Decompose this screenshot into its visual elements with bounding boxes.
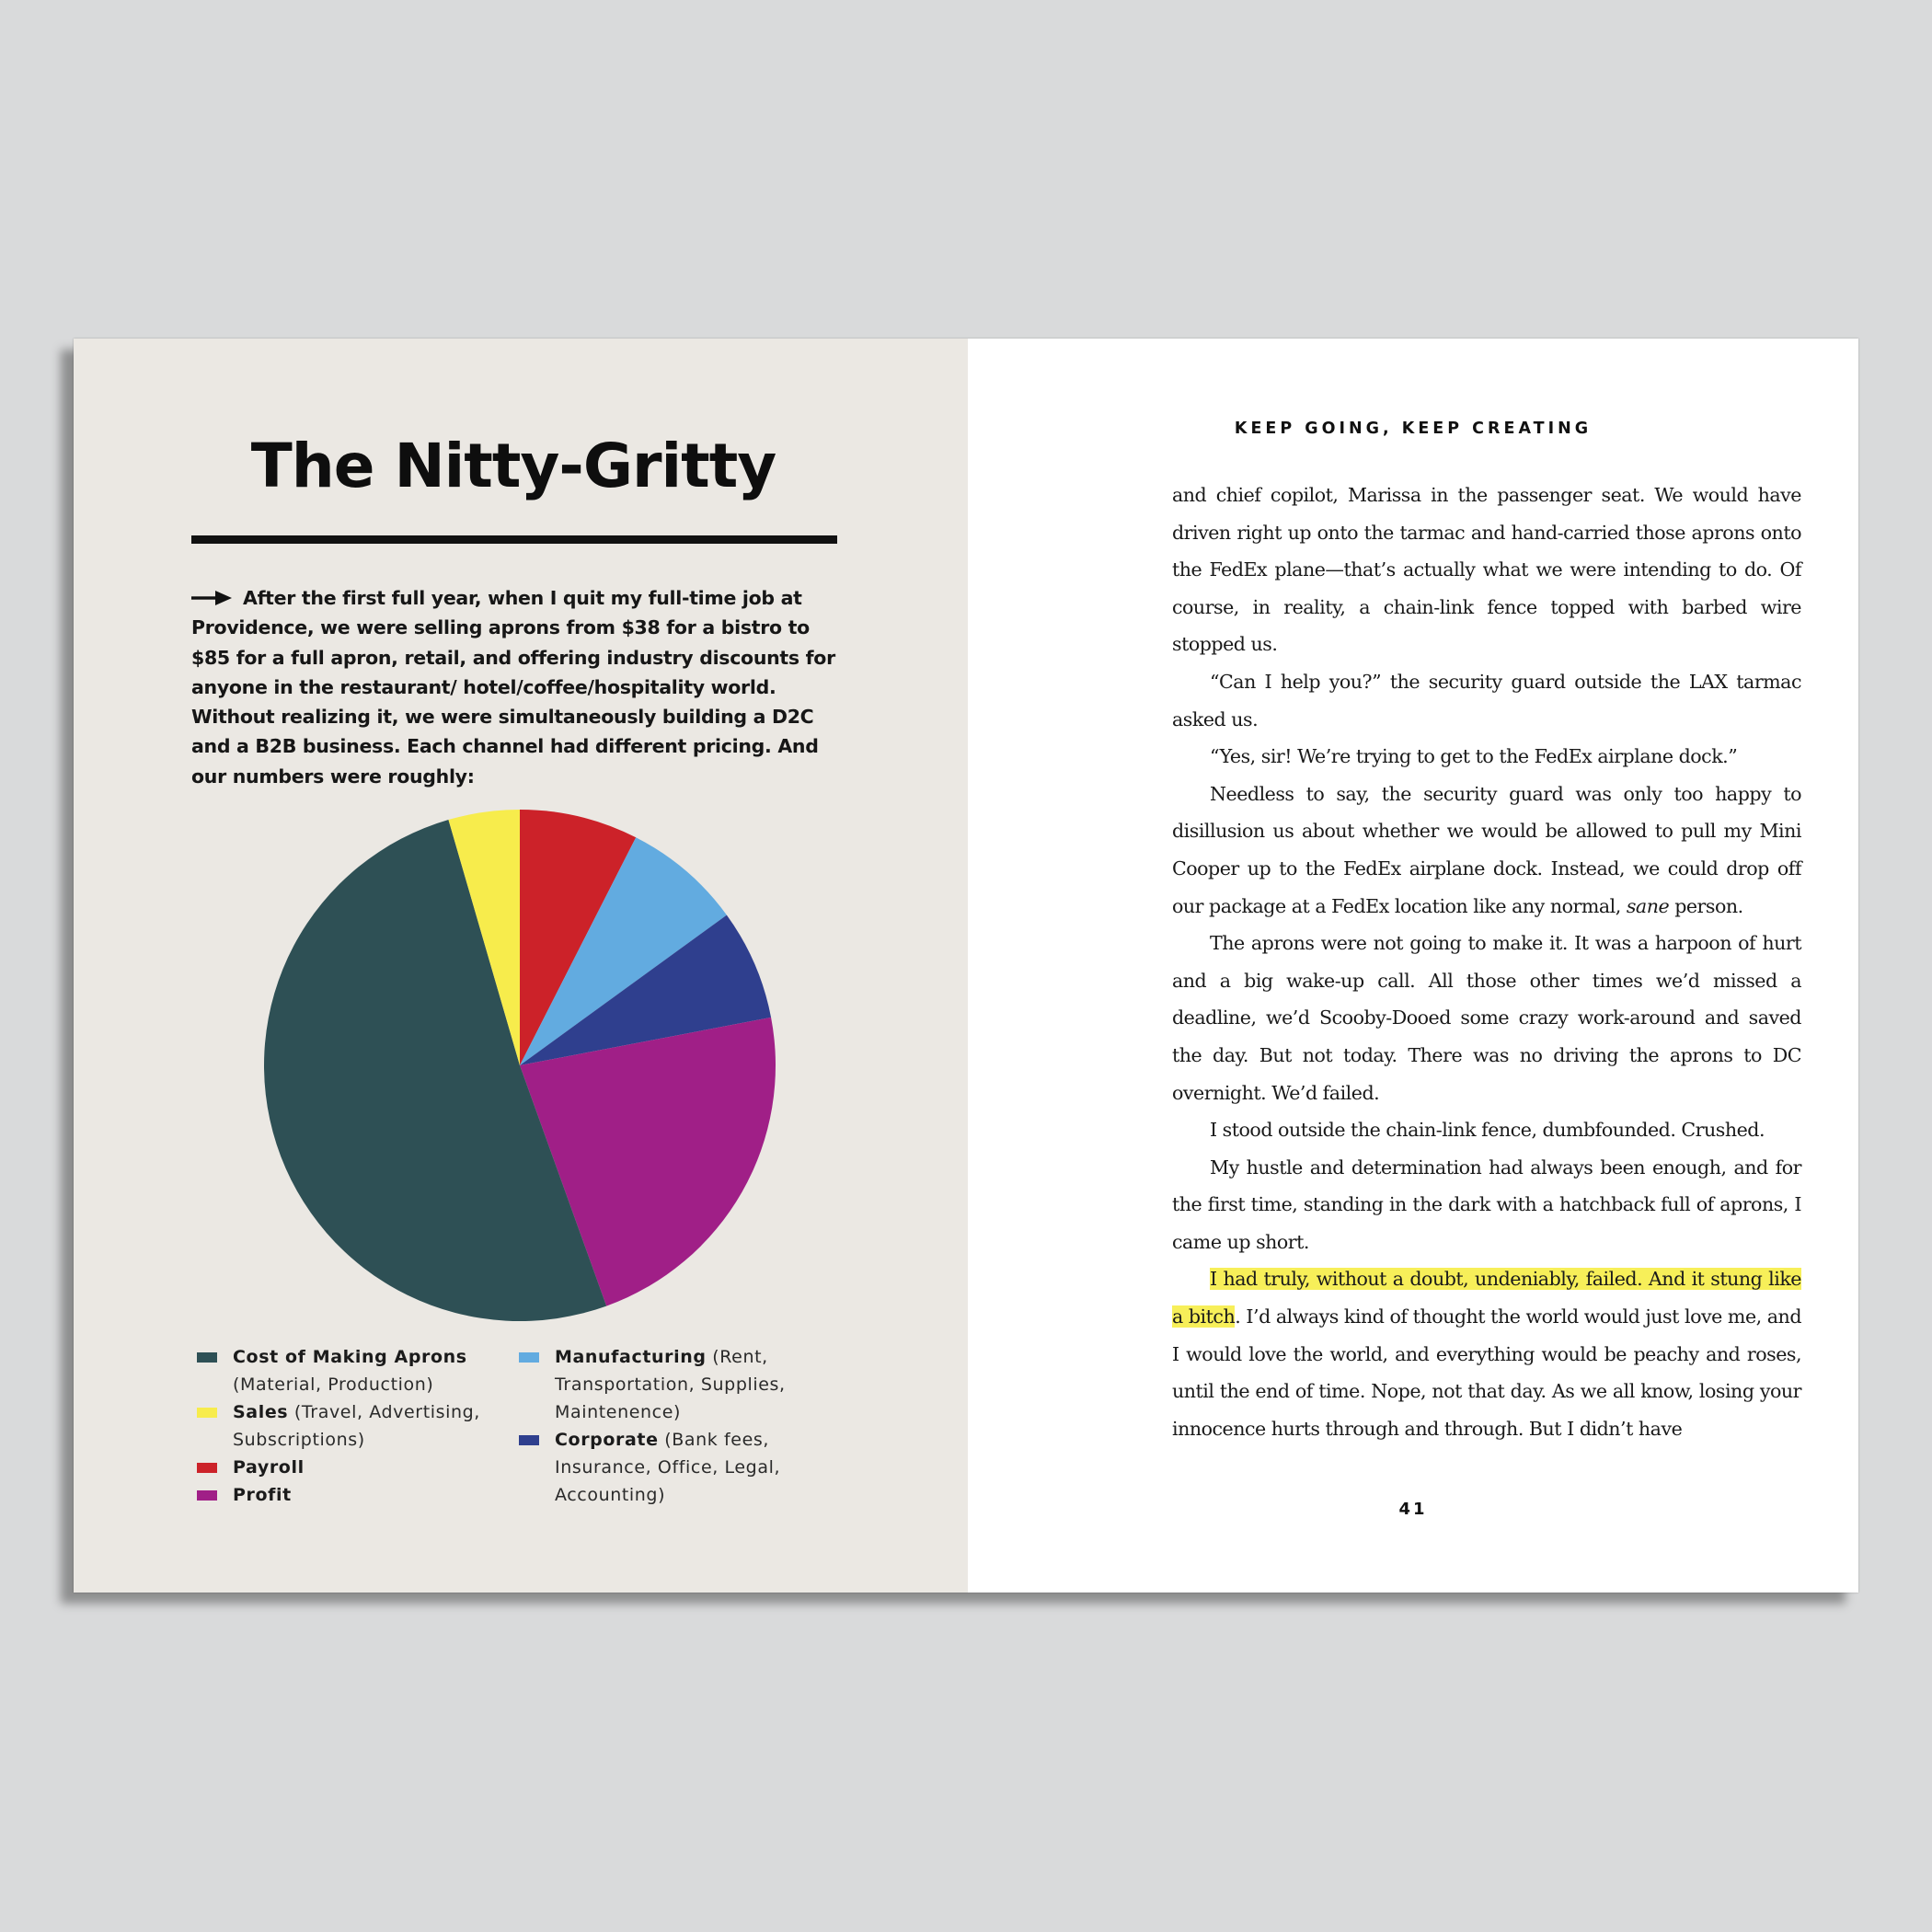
legend-detail-sales: (Travel, Advertising, Subscriptions) <box>233 1402 480 1450</box>
paragraph-6: I stood outside the chain-link fence, dumbfounded. Crushed. <box>1210 1119 1765 1142</box>
paragraph-4-text: Needless to say, the security guard was only too happy to disillusion us about whether we would be allowed to pull my Mini Cooper up to the FedEx airplane dock. Instead, we could drop off our package at a FedEx location like any normal, <box>1172 782 1801 917</box>
arrow-right-icon <box>191 591 232 605</box>
paragraph-4-end: person. <box>1674 894 1743 917</box>
body-text <box>1172 477 1801 1447</box>
pie-chart-svg <box>244 789 796 1341</box>
paragraph-2: “Can I help you?” the security guard outside the LAX tarmac asked us. <box>1172 670 1801 730</box>
legend-name-manufacturing: Manufacturing <box>555 1347 707 1367</box>
intro-paragraph <box>191 583 854 791</box>
paragraph-4 <box>1172 776 1801 925</box>
book-spread <box>74 339 1858 1593</box>
running-head: KEEP GOING, KEEP CREATING <box>1234 420 1593 438</box>
legend-name-payroll: Payroll <box>233 1457 305 1478</box>
left-page <box>74 339 968 1593</box>
legend-swatch-cost <box>197 1352 217 1363</box>
legend-name-profit: Profit <box>233 1485 292 1505</box>
pie-chart <box>244 789 796 1341</box>
legend-name-cost: Cost of Making Aprons <box>233 1347 467 1367</box>
title-rule <box>191 535 837 544</box>
legend-item-sales <box>197 1398 500 1454</box>
legend-swatch-profit <box>197 1490 217 1501</box>
legend-item-manufacturing <box>519 1343 786 1426</box>
paragraph-4-italic: sane <box>1626 894 1670 917</box>
paragraph-7: My hustle and determination had always been enough, and for the first time, standing in the dark with a hatchback full of aprons, I came up short. <box>1172 1156 1801 1253</box>
paragraph-1: and chief copilot, Marissa in the passenger seat. We would have driven right up onto the tarmac and hand-carried those aprons onto the FedEx plane—that’s actually what we were intending to do. Of course, in reality, a chain-link fence topped with barbed wire stopped us. <box>1172 484 1801 656</box>
legend-swatch-corporate <box>519 1435 539 1445</box>
paragraph-3: “Yes, sir! We’re trying to get to the FedEx airplane dock.” <box>1210 745 1738 768</box>
legend-item-corporate <box>519 1426 786 1509</box>
legend-item-payroll <box>197 1454 500 1481</box>
legend-detail-corporate: (Bank fees, Insurance, Office, Legal, Accounting) <box>555 1430 781 1505</box>
legend-swatch-payroll <box>197 1463 217 1473</box>
legend-column-1 <box>197 1343 500 1509</box>
paragraph-8 <box>1172 1260 1801 1447</box>
page-number: 41 <box>1398 1500 1428 1519</box>
legend-name-corporate: Corporate <box>555 1430 659 1450</box>
legend-detail-cost: (Material, Production) <box>233 1374 434 1395</box>
right-page <box>968 339 1858 1593</box>
intro-text: After the first full year, when I quit my full-time job at Providence, we were selling aprons from $38 for a bistro to $85 for a full apron, retail, and offering industry discounts for anyone in the restaurant/ hotel/coffee/hospitality world. Without realizing it, we were simultaneously building a D2C and a B2B business. Each channel had different pricing. And our numbers were roughly: <box>191 587 835 788</box>
legend-swatch-sales <box>197 1408 217 1418</box>
legend-name-sales: Sales <box>233 1402 289 1422</box>
page-title: The Nitty-Gritty <box>250 431 776 501</box>
legend-detail-manufacturing: (Rent, Transportation, Supplies, Maintenence) <box>555 1347 786 1422</box>
paragraph-5: The aprons were not going to make it. It was a harpoon of hurt and a big wake-up call. All those other times we’d missed a deadline, we’d Scooby-Dooed some crazy work-around and saved the day. But not today. There was no driving the aprons to DC overnight. We’d failed. <box>1172 932 1801 1104</box>
paragraph-8-rest: . I’d always kind of thought the world would just love me, and I would love the world, and everything would be peachy and roses, until the end of time. Nope, not that day. As we all know, losing your innocence hurts through and through. But I didn’t have <box>1172 1305 1801 1440</box>
legend-item-cost <box>197 1343 500 1398</box>
legend-item-profit <box>197 1481 500 1509</box>
legend-column-2 <box>519 1343 786 1509</box>
highlighted-text[interactable]: I had truly, without a doubt, undeniably, failed. And it stung like a bitch <box>1172 1268 1801 1328</box>
legend-swatch-manufacturing <box>519 1352 539 1363</box>
